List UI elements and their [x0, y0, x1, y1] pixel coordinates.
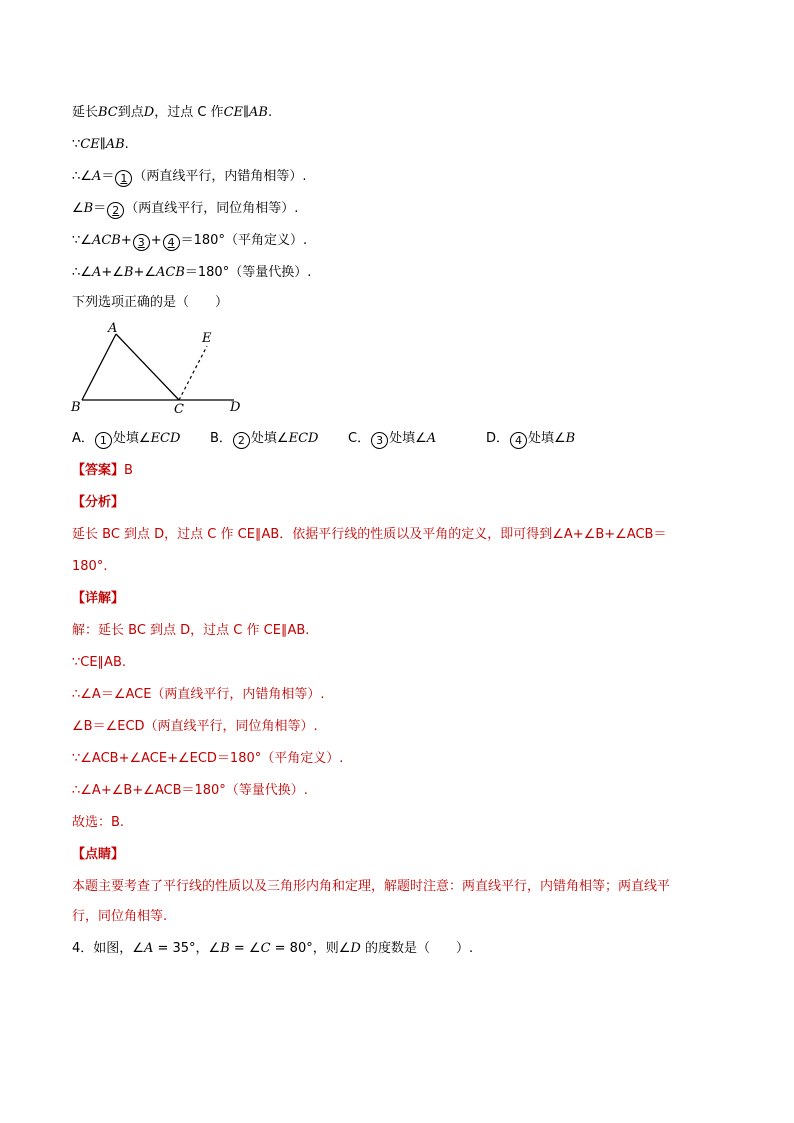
- answer-label: 【答案】: [72, 463, 125, 478]
- var: B: [123, 265, 134, 280]
- blank-3: 3: [133, 234, 150, 251]
- answer-value: B: [124, 463, 133, 478]
- text: ∴∠: [72, 265, 92, 280]
- segment-ac: [116, 334, 179, 400]
- var: B: [83, 201, 94, 216]
- text: （两直线平行，同位角相等）.: [125, 201, 299, 216]
- text: ＝180°（平角定义）.: [180, 233, 308, 248]
- text: ∠: [72, 201, 84, 216]
- answer-row: [72, 462, 133, 480]
- comment-label: 【点睛】: [72, 847, 125, 862]
- detail-line-7: 故选：B.: [72, 815, 125, 830]
- text: ＝180°（等量代换）.: [184, 265, 312, 280]
- text: 到点: [117, 105, 144, 120]
- option-a[interactable]: A． 1 处填∠ECD: [72, 431, 181, 447]
- option-b[interactable]: B． 2 处填∠ECD: [210, 431, 319, 447]
- label-d: D: [230, 400, 241, 415]
- text: +: [150, 233, 162, 248]
- text: +: [120, 233, 132, 248]
- blank-2: 2: [107, 202, 124, 219]
- var: CE∥AB: [223, 105, 268, 120]
- text: ＝: [93, 201, 107, 216]
- var: A: [91, 169, 102, 184]
- detail-line-1: 解：延长 BC 到点 D，过点 C 作 CE∥AB.: [72, 623, 310, 638]
- triangle-figure: [70, 318, 250, 418]
- question-prompt: 下列选项正确的是（ ）: [72, 295, 229, 310]
- detail-line-3: ∴∠A＝∠ACE（两直线平行，内错角相等）.: [72, 687, 325, 702]
- proof-line-2: [72, 136, 129, 154]
- var: ACB: [91, 233, 121, 248]
- label-e: E: [202, 331, 212, 346]
- analysis-label: 【分析】: [72, 495, 125, 510]
- label-b: B: [71, 400, 81, 415]
- blank-4: 4: [163, 234, 180, 251]
- analysis-line-1: 延长 BC 到点 D，过点 C 作 CE∥AB．依据平行线的性质以及平角的定义，即可得到∠A+∠B+∠ACB＝: [72, 527, 667, 542]
- var: A: [91, 265, 102, 280]
- text: +∠: [101, 265, 124, 280]
- var: D: [143, 105, 155, 120]
- var: ACB: [155, 265, 185, 280]
- detail-label: 【详解】: [72, 591, 125, 606]
- option-c[interactable]: C． 3 处填∠A: [348, 431, 437, 447]
- text: ∵∠: [72, 233, 92, 248]
- detail-line-5: ∵∠ACB+∠ACE+∠ECD＝180°（平角定义）.: [72, 751, 344, 766]
- label-c: C: [174, 402, 184, 417]
- comment-line-2: 行，同位角相等.: [72, 909, 168, 924]
- text: （两直线平行，内错角相等）.: [133, 169, 307, 184]
- dashed-ce: [179, 346, 207, 400]
- blank-1: 1: [115, 170, 132, 187]
- text: ∴∠: [72, 169, 92, 184]
- segment-ab: [82, 334, 116, 400]
- text: ，过点 C 作: [154, 105, 224, 120]
- text: .: [124, 137, 129, 152]
- detail-line-6: ∴∠A+∠B+∠ACB＝180°（等量代换）.: [72, 783, 308, 798]
- detail-line-2: ∵CE∥AB.: [72, 655, 127, 670]
- analysis-line-2: 180°.: [72, 559, 108, 574]
- option-d[interactable]: D． 4 处填∠B: [486, 431, 576, 447]
- text: ＝: [101, 169, 115, 184]
- detail-line-4: ∠B＝∠ECD（两直线平行，同位角相等）.: [72, 719, 318, 734]
- proof-line-5: [72, 232, 307, 251]
- text: ∵: [72, 137, 81, 152]
- proof-line-3: [72, 168, 306, 187]
- var: BC: [98, 105, 118, 120]
- proof-line-1: [72, 104, 272, 122]
- text: 延长: [72, 105, 99, 120]
- proof-line-4: [72, 200, 298, 219]
- next-question: 4．如图，∠A = 35°，∠B = ∠C = 80°，则∠D 的度数是（ ）.: [72, 941, 474, 956]
- text: +∠: [133, 265, 156, 280]
- var: CE∥AB: [80, 137, 125, 152]
- text: .: [267, 105, 273, 120]
- label-a: A: [108, 321, 118, 336]
- proof-line-6: [72, 264, 311, 282]
- comment-line-1: 本题主要考查了平行线的性质以及三角形内角和定理，解题时注意：两直线平行，内错角相等；两直线平: [72, 879, 671, 894]
